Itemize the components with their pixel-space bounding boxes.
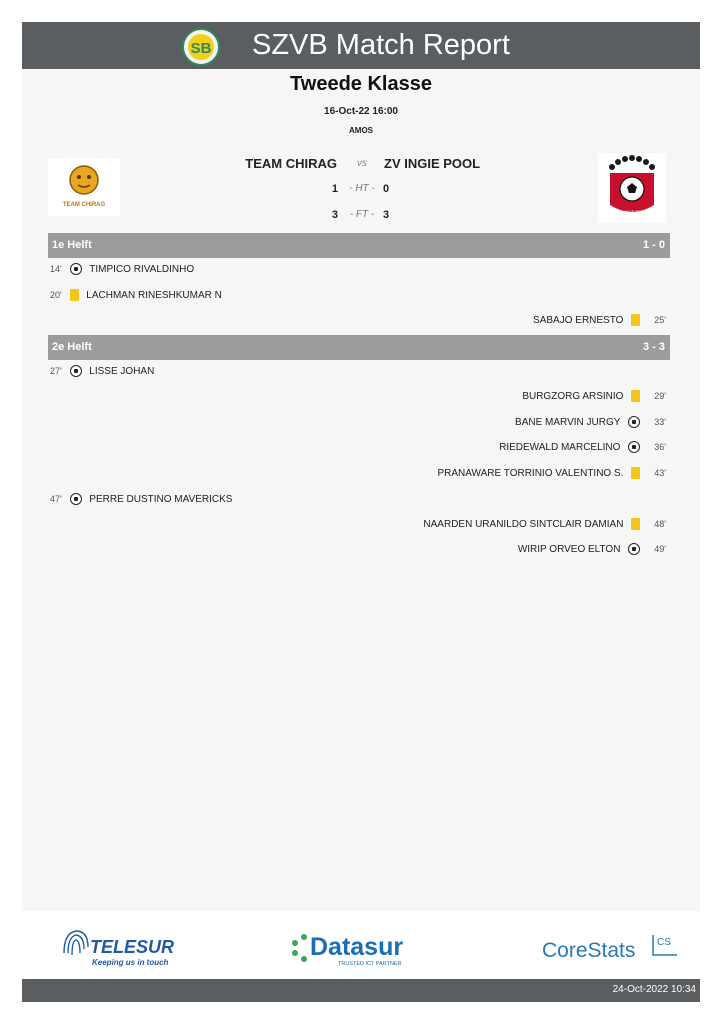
home-team-name: TEAM CHIRAG <box>245 156 337 171</box>
event-minute: 47' <box>50 494 62 504</box>
halftime-label: - HT - <box>349 183 375 194</box>
away-team-name: ZV INGIE POOL <box>384 156 481 171</box>
event-row <box>499 441 666 459</box>
half-label: 2e Helft <box>52 341 92 353</box>
report-header-bar <box>22 22 700 69</box>
yellow-card-icon <box>631 314 640 326</box>
event-minute: 33' <box>654 417 666 427</box>
szvb-logo-icon <box>178 27 224 67</box>
event-player: PRANAWARE TORRINIO VALENTINO S. <box>437 467 624 479</box>
event-row <box>518 543 666 561</box>
svg-text:SB: SB <box>190 40 212 57</box>
event-minute: 36' <box>654 442 666 452</box>
match-venue: AMOS <box>349 126 373 135</box>
goal-icon <box>628 416 640 428</box>
event-row <box>533 314 666 332</box>
event-row <box>522 390 666 408</box>
half-label: 1e Helft <box>52 239 92 251</box>
fulltime-label: - FT - <box>349 209 375 220</box>
svg-text:TRUSTED ICT PARTNER: TRUSTED ICT PARTNER <box>338 961 402 967</box>
telesur-logo <box>58 923 176 973</box>
event-player: LISSE JOHAN <box>89 365 155 377</box>
event-player: BURGZORG ARSINIO <box>522 390 624 402</box>
event-minute: 29' <box>654 391 666 401</box>
event-player: LACHMAN RINESHKUMAR N <box>86 289 222 301</box>
yellow-card-icon <box>631 390 640 402</box>
generated-timestamp: 24-Oct-2022 10:34 <box>612 984 696 995</box>
event-player: RIEDEWALD MARCELINO <box>499 441 621 453</box>
event-minute: 27' <box>50 366 62 376</box>
goal-icon <box>70 493 82 505</box>
svg-text:Datasur: Datasur <box>310 933 404 961</box>
svg-text:TELESUR: TELESUR <box>90 937 175 957</box>
half-score: 3 - 3 <box>642 341 665 353</box>
event-row <box>50 365 154 383</box>
yellow-card-icon <box>70 289 79 301</box>
event-minute: 48' <box>654 519 666 529</box>
event-player: PERRE DUSTINO MAVERICKS <box>89 493 233 505</box>
goal-icon <box>628 543 640 555</box>
event-row <box>50 493 232 511</box>
fulltime-home-score: 3 <box>331 209 338 221</box>
event-row <box>50 289 222 307</box>
svg-text:Keeping us in touch: Keeping us in touch <box>92 958 169 967</box>
vs-label: vs <box>357 158 367 169</box>
event-player: TIMPICO RIVALDINHO <box>89 263 195 275</box>
network-dots-icon <box>292 934 307 962</box>
event-minute: 25' <box>654 315 666 325</box>
event-minute: 49' <box>654 544 666 554</box>
event-player: NAARDEN URANILDO SINTCLAIR DAMIAN <box>423 518 624 530</box>
report-footer-bar <box>22 979 700 1002</box>
goal-icon <box>70 263 82 275</box>
svg-text:TEAM CHIRAG: TEAM CHIRAG <box>62 202 106 208</box>
svg-text:ZV INGIE POOL: ZV INGIE POOL <box>617 209 647 214</box>
svg-text:CoreStats: CoreStats <box>542 939 636 962</box>
sponsor-strip <box>22 911 700 979</box>
fulltime-score-row <box>22 209 700 225</box>
datasur-logo <box>290 923 440 969</box>
match-report-page <box>22 22 700 1002</box>
event-player: BANE MARVIN JURGY <box>515 416 621 428</box>
match-datetime: 16-Oct-22 16:00 <box>324 106 398 117</box>
halftime-score-row <box>22 183 700 199</box>
fulltime-away-score: 3 <box>383 209 390 221</box>
report-title: SZVB Match Report <box>252 29 510 61</box>
fingerprint-icon <box>64 931 88 955</box>
half-score: 1 - 0 <box>642 239 665 251</box>
svg-text:CS: CS <box>657 937 671 948</box>
competition-name: Tweede Klasse <box>290 73 432 95</box>
event-row <box>423 518 666 536</box>
event-player: SABAJO ERNESTO <box>533 314 624 326</box>
halftime-home-score: 1 <box>331 183 338 195</box>
half-header-2 <box>48 335 670 360</box>
yellow-card-icon <box>631 467 640 479</box>
goal-icon <box>628 441 640 453</box>
half-header-1 <box>48 233 670 258</box>
event-minute: 20' <box>50 290 62 300</box>
event-row <box>515 416 666 434</box>
event-player: WIRIP ORVEO ELTON <box>517 543 621 555</box>
event-row <box>437 467 666 485</box>
yellow-card-icon <box>631 518 640 530</box>
halftime-away-score: 0 <box>383 183 390 195</box>
corestats-logo <box>542 933 682 963</box>
event-row <box>50 263 194 281</box>
event-minute: 43' <box>654 468 666 478</box>
goal-icon <box>70 365 82 377</box>
event-minute: 14' <box>50 264 62 274</box>
